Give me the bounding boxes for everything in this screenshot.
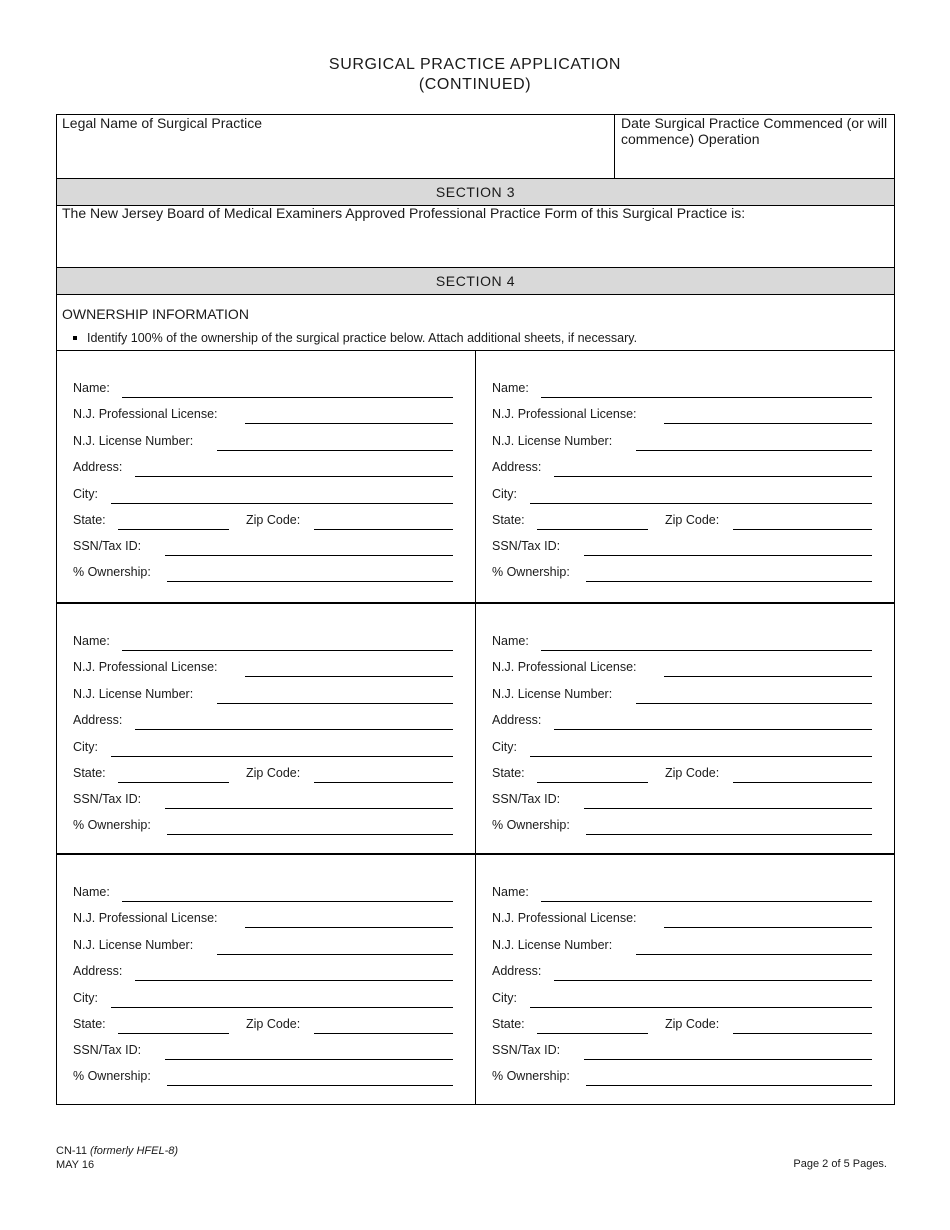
state-field: State: [492,766,652,782]
professional-license-field: N.J. Professional License: [73,407,453,423]
ownership-percent-field: % Ownership: [492,818,872,834]
zip-code-field: Zip Code: [246,1017,453,1033]
zip-code-field: Zip Code: [665,1017,872,1033]
license-number-input-line[interactable] [217,954,453,955]
ssn-tax-id-field: SSN/Tax ID: [73,539,453,555]
professional-license-input-line[interactable] [664,927,872,928]
state-input-line[interactable] [118,529,229,530]
state-field: State: [73,1017,233,1033]
city-input-line[interactable] [111,756,453,757]
state-field: State: [492,1017,652,1033]
ssn-tax-id-input-line[interactable] [584,555,872,556]
zip-code-input-line[interactable] [733,1033,872,1034]
state-field: State: [492,513,652,529]
form-frame [56,114,895,1105]
ownership-title: OWNERSHIP INFORMATION [62,306,249,322]
address-field: Address: [73,713,453,729]
name-field: Name: [492,634,872,650]
license-number-input-line[interactable] [636,450,872,451]
city-field: City: [73,740,453,756]
state-field: State: [73,766,233,782]
state-input-line[interactable] [118,1033,229,1034]
address-input-line[interactable] [554,729,872,730]
state-input-line[interactable] [537,1033,648,1034]
city-field: City: [492,991,872,1007]
ownership-percent-input-line[interactable] [586,1085,872,1086]
city-input-line[interactable] [111,503,453,504]
ownership-percent-field: % Ownership: [73,1069,453,1085]
city-field: City: [73,991,453,1007]
form-subtitle: (CONTINUED) [418,76,532,93]
owner-block [476,351,894,601]
zip-code-field: Zip Code: [246,766,453,782]
zip-code-field: Zip Code: [246,513,453,529]
state-field: State: [73,513,233,529]
professional-license-field: N.J. Professional License: [492,911,872,927]
address-field: Address: [492,964,872,980]
ssn-tax-id-field: SSN/Tax ID: [492,792,872,808]
address-input-line[interactable] [554,476,872,477]
owner-block [476,855,894,1105]
ownership-instruction: Identify 100% of the ownership of the surgical practice below. Attach additional sheets, if necessary. [73,331,637,345]
address-field: Address: [492,713,872,729]
license-number-field: N.J. License Number: [73,434,453,450]
name-input-line[interactable] [122,397,453,398]
name-field: Name: [73,634,453,650]
ssn-tax-id-field: SSN/Tax ID: [73,792,453,808]
form-title: SURGICAL PRACTICE APPLICATION [328,56,622,73]
ownership-percent-field: % Ownership: [492,565,872,581]
license-number-field: N.J. License Number: [492,687,872,703]
license-number-input-line[interactable] [217,450,453,451]
ssn-tax-id-input-line[interactable] [165,808,453,809]
name-input-line[interactable] [541,901,872,902]
state-input-line[interactable] [537,529,648,530]
license-number-field: N.J. License Number: [73,938,453,954]
professional-license-input-line[interactable] [245,676,453,677]
address-input-line[interactable] [135,729,453,730]
name-input-line[interactable] [541,397,872,398]
name-field: Name: [492,381,872,397]
address-field: Address: [73,964,453,980]
ownership-percent-field: % Ownership: [73,818,453,834]
professional-license-field: N.J. Professional License: [492,407,872,423]
owner-block [57,351,475,601]
ssn-tax-id-input-line[interactable] [584,1059,872,1060]
professional-license-input-line[interactable] [245,423,453,424]
city-input-line[interactable] [111,1007,453,1008]
address-input-line[interactable] [554,980,872,981]
state-input-line[interactable] [537,782,648,783]
divider [57,294,894,295]
section-4-heading: SECTION 4 [57,268,894,294]
city-field: City: [492,487,872,503]
ssn-tax-id-field: SSN/Tax ID: [73,1043,453,1059]
ssn-tax-id-field: SSN/Tax ID: [492,1043,872,1059]
zip-code-input-line[interactable] [314,782,453,783]
city-input-line[interactable] [530,756,872,757]
zip-code-input-line[interactable] [314,1033,453,1034]
ownership-percent-input-line[interactable] [167,581,453,582]
top-row-divider [614,115,615,178]
zip-code-input-line[interactable] [314,529,453,530]
ssn-tax-id-input-line[interactable] [584,808,872,809]
owner-block [57,855,475,1105]
legal-name-label: Legal Name of Surgical Practice [62,115,262,131]
section-3-text: The New Jersey Board of Medical Examiners Approved Professional Practice Form of this Surgical Practice is: [62,205,746,221]
date-commenced-label: Date Surgical Practice Commenced (or will commence) Operation [621,115,888,147]
form-code: CN-11 (formerly HFEL-8) MAY 16 [56,1145,179,1171]
address-field: Address: [73,460,453,476]
ownership-percent-input-line[interactable] [167,834,453,835]
owner-block [57,604,475,854]
license-number-input-line[interactable] [636,954,872,955]
ssn-tax-id-input-line[interactable] [165,1059,453,1060]
name-input-line[interactable] [122,901,453,902]
state-input-line[interactable] [118,782,229,783]
city-input-line[interactable] [530,503,872,504]
professional-license-input-line[interactable] [664,423,872,424]
bullet-icon [73,336,77,340]
zip-code-field: Zip Code: [665,766,872,782]
ownership-percent-field: % Ownership: [492,1069,872,1085]
license-number-field: N.J. License Number: [492,434,872,450]
professional-license-field: N.J. Professional License: [492,660,872,676]
professional-license-input-line[interactable] [664,676,872,677]
name-field: Name: [73,885,453,901]
zip-code-input-line[interactable] [733,529,872,530]
license-number-input-line[interactable] [636,703,872,704]
ownership-percent-input-line[interactable] [167,1085,453,1086]
license-number-field: N.J. License Number: [492,938,872,954]
address-input-line[interactable] [135,980,453,981]
name-field: Name: [73,381,453,397]
professional-license-field: N.J. Professional License: [73,911,453,927]
page-number: Page 2 of 5 Pages. [793,1158,887,1170]
zip-code-field: Zip Code: [665,513,872,529]
ownership-percent-input-line[interactable] [586,834,872,835]
ssn-tax-id-input-line[interactable] [165,555,453,556]
professional-license-input-line[interactable] [245,927,453,928]
name-input-line[interactable] [122,650,453,651]
zip-code-input-line[interactable] [733,782,872,783]
section-3-heading: SECTION 3 [57,179,894,205]
city-field: City: [492,740,872,756]
ownership-percent-input-line[interactable] [586,581,872,582]
name-input-line[interactable] [541,650,872,651]
professional-license-field: N.J. Professional License: [73,660,453,676]
city-field: City: [73,487,453,503]
license-number-field: N.J. License Number: [73,687,453,703]
ssn-tax-id-field: SSN/Tax ID: [492,539,872,555]
city-input-line[interactable] [530,1007,872,1008]
license-number-input-line[interactable] [217,703,453,704]
owner-block [476,604,894,854]
address-field: Address: [492,460,872,476]
name-field: Name: [492,885,872,901]
ownership-percent-field: % Ownership: [73,565,453,581]
address-input-line[interactable] [135,476,453,477]
